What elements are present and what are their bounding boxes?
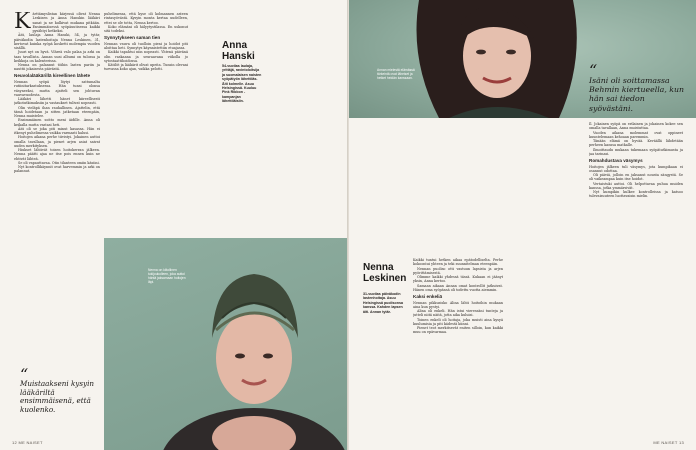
- right-text-column-1: [413, 258, 503, 440]
- folio-left: 12 ME NAISET: [12, 440, 43, 445]
- paragraph: Ensimmäinen soitto meni äidille. Anna oli keikalla mutta vastasi heti.: [14, 118, 100, 127]
- paragraph: Nennan pikkusisko Alina lähti hoitoihin mukaan aina kun pystyi.: [413, 300, 503, 309]
- paragraph: Olin vieläpä ihan rauhallinen. Ajattelin, että tämä hoidetaan ja sitten jatketaan eteenpäin, Nenna muistelee.: [14, 105, 100, 118]
- paragraph: Äiti oli se joka piti minut kasassa. Hän ei itkenyt puhelimessa vaikka varmasti halusi.: [14, 126, 100, 135]
- paragraph: Koko elämäni oli hälyytystilassa. En uskonut sitä todeksi.: [104, 24, 188, 33]
- paragraph: Kaikki tapahtui niin nopeasti. Yhtenä päivänä olin raskaana ja seuraavana viikolla jo sytostaattihoidossa.: [104, 50, 188, 63]
- bio-name-nenna: Nenna Leskinen: [363, 262, 407, 284]
- paragraph: Toinen enkeli oli hoitaja, joka muisti aina kysyä kuulumisia ja piti kädestä kiinni.: [413, 317, 503, 326]
- photo-caption-right: Annan mielestä elämässä tärkeintä ovat läheiset ja hetket heidän kanssaan.: [377, 68, 415, 81]
- left-page: [0, 0, 347, 450]
- paragraph: Äiti, laulaja Anna Hanski, 54, ja tytär, päiväkodin lastenhoitaja Nenna Leskinen, 31, kertovat kuinka syöpä kosketti molempia vuoden sisällä.: [14, 33, 100, 50]
- paragraph: Se oli vapauttavaa. Otin tilanteen omiin käsiini.: [18, 160, 100, 165]
- paragraph: Samaan aikaan Annan omat kontrollit jatkuivat. Hänen oma syöpänsä oli todettu vuotta aiemmin.: [413, 283, 503, 292]
- right-text-column-2: [589, 122, 683, 440]
- portrait-photo-nenna: [104, 238, 347, 450]
- drop-cap: K: [14, 12, 31, 34]
- bio-text-anna: 54-vuotias laulaja, yrittäjä, ravintoloitsija ja suomalaisen naisten syöpätyön lähettiläs. Äiti kolmelle. Asuu Helsingissä. Kuuluu Pink Ribbon -kampanjan lähettiläisiin.: [222, 64, 262, 104]
- photo-caption-left: Nenna on kiitollinen tukijoukolleen, joka auttoi häntä jaksamaan hoitojen läpi.: [148, 268, 186, 285]
- paragraph: Kaikki tuntui hetken aikaa epätodelliselta. Perhe kokoontui yhteen ja teki suunnitelman eteenpäin.: [413, 258, 503, 267]
- paragraph: Il. Jokainen syöpä on erilainen ja jokainen kokee sen omalla tavallaan, Anna muistuttaa.: [589, 122, 683, 131]
- quote-mark-icon: “: [20, 365, 29, 384]
- pull-quote-text: Muistaakseni kysyin lääkäriltä ensimmäisenä, että kuolenko.: [20, 379, 95, 414]
- paragraph: Vuoden aikana molemmat ovat oppineet kuuntelemaan kehoaan paremmin.: [589, 130, 683, 139]
- paragraph: Nenna on palannut töihin lasten pariin ja nauttii jokaisesta päivästä.: [14, 63, 100, 72]
- paragraph: Vertaistuki auttoi. Oli helpottavaa puhua muiden kanssa, jotka ymmärsivät.: [589, 181, 683, 190]
- section-heading: Romahdustava väsymys: [589, 157, 643, 163]
- paragraph: Oli päiviä, jolloin en jaksanut nousta sängystä. Se oli vaikeampaa kuin itse hoidot.: [589, 173, 683, 182]
- paragraph: Pienet teot merkitsevät eniten silloin, kun kaikki muu on epävarmaa.: [413, 326, 503, 335]
- section-heading: Synnytykseen saman tien: [104, 34, 161, 40]
- folio-right: ME NAISET 13: [653, 440, 684, 445]
- bio-text-nenna: 31-vuotias päiväkodin lastenhoitaja. Asuu Helsingissä puolisonsa kanssa. Kahden lapsen äiti. Annan tytär.: [363, 292, 403, 314]
- bio-name-anna: Anna Hanski: [222, 40, 255, 62]
- pull-quote-right: [589, 61, 685, 113]
- paragraph: Juuri nyt on hyvä. Vihreä valo palaa ja arki on taas tavallista. Annan uusi albumi on tulossa ja keikkoja on kalenterissa.: [14, 50, 100, 63]
- pull-quote-left: [20, 365, 106, 414]
- paragraph: puhelimessa, että kyse oli kolmannen asteen rintasyövästä. Kysyin monta kertaa uudelleen, ettei se ole totta, Nenna kertoo.: [104, 12, 188, 25]
- paragraph: Olimme kaikki yhdessä tässä. Kukaan ei jäänyt yksin, Anna kertoo.: [413, 275, 503, 284]
- quote-mark-icon: “: [589, 61, 598, 80]
- pull-quote-text: Isäni oli soittamassa Behmin kiertueella, kun hän sai tiedon syövästäni.: [589, 76, 685, 113]
- paragraph: Nennan syöpä löytyi sattumalta rutiinitarkastuksessa. Hän tunsi olonsa väsyneeksi, mutta ajatteli sen johtuvan vauvavuodesta.: [14, 80, 100, 97]
- paragraph: Nennan vauva oli tuolloin pieni ja hoidot piti aloittaa heti. Synnytys käynnistettiin etuajassa.: [104, 41, 188, 50]
- paragraph: Nennan puoliso otti vastuun lapsista ja arjen pyörittämisestä.: [413, 266, 503, 275]
- paragraph: Lääkäri lähetti hänet kiireellisesti jatkotutkimuksiin ja vastaukset tulivat nopeasti.: [14, 97, 100, 106]
- section-heading: Neuvolalääkärillä kireellinen lähete: [14, 73, 91, 78]
- left-text-column-2: [104, 12, 188, 134]
- paragraph: Hoitojen aikana perhe tiivistyi. Jokainen auttoi omalla tavallaan, ja pienet arjen asiat saivat uuden merkityksen.: [14, 135, 100, 148]
- portrait-illustration: [104, 238, 347, 450]
- paragraph: Nyt kontrollikäynnit ovat harvemmin ja arki on palannut.: [14, 165, 100, 174]
- section-heading: Kaksi enkeliä: [413, 293, 443, 299]
- right-page: [349, 0, 696, 450]
- paragraph: Hoitojen jälkeen tuli väsymys, jota kumpikaan ei osannut odottaa.: [589, 164, 683, 173]
- paragraph: Alina oli enkeli. Hän istui vieressäni tunteja ja jutteli niitä näitä, jotta aika kuluisi.: [413, 309, 503, 318]
- paragraph: Ilmoittaudu mukaan tukemaan syöpätutkimusta ja jaa tarinasi.: [589, 147, 683, 156]
- paragraph: Kätilöt ja lääkärit olivat upeita. Tunsin olevani turvassa koko ajan, vaikka pelotti.: [104, 63, 188, 72]
- paragraph: Nyt kumpikin kulkee kontrolleissa ja katsoo tulevaisuuteen luottavaisin mielin.: [589, 190, 683, 199]
- paragraph: Tänään elämä on hyvää. Keväällä lähdetään perheen kanssa matkalle.: [589, 139, 683, 148]
- intro-paragraph: Kärttämyslistan kärjessä olivat Nenna Leskisen ja Anna Hanskin lääkäri sanat ja ne kulkivat mukana pitkään. Ensimmäisessä syöpäuutisessa kaikki pysähtyi hetkeksi.: [14, 12, 100, 34]
- paragraph: Hiukset lähtivät toisen hoitokerran jälkeen. Nenna päätti ajaa ne itse pois ennen kuin ne ehtivät lähteä.: [14, 148, 100, 161]
